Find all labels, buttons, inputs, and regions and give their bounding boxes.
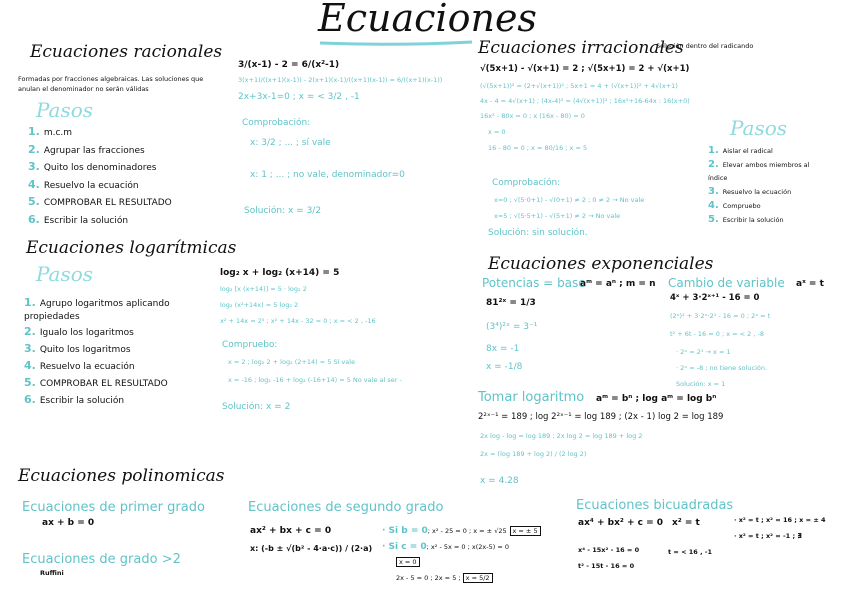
racionales-comp2: x: 1 ; ... ; no vale, denominador=0 [250, 170, 405, 180]
list-item: 4. Resuelvo la ecuación [24, 359, 135, 372]
logaritmicas-pasos-title: Pasos [36, 262, 94, 286]
exponenciales-log-rule: aᵐ = bⁿ ; log aᵐ = log bⁿ [596, 394, 717, 404]
list-item: 2. Agrupar las fracciones [28, 142, 145, 156]
title-underline [318, 40, 474, 46]
logaritmicas-l2: log₂ [x (x+14)] = 5 · log₂ 2 [220, 285, 307, 293]
sic-l2: 2x - 5 = 0 ; 2x = 5 ; [396, 574, 461, 582]
sib-eq: ; x² - 25 = 0 ; x = ± √25 [427, 527, 507, 535]
polinomicas-sic-box1 [396, 558, 420, 566]
list-item: 4. Compruebo [708, 200, 761, 211]
irracionales-note: Solución dentro del radicando [656, 42, 754, 50]
exponenciales-p4: x = -1/8 [486, 362, 523, 372]
logaritmicas-sol: Solución: x = 2 [222, 402, 291, 412]
racionales-steps [28, 124, 172, 229]
exponenciales-cv-rule: aˣ = t [796, 279, 824, 289]
racionales-comp1: x: 3/2 ; ... ; sí vale [250, 138, 331, 148]
irracionales-sol: Solución: sin solución. [488, 228, 588, 238]
racionales-comp-label: Comprobación: [242, 118, 311, 128]
polinomicas-bicuad-label: Ecuaciones bicuadradas [576, 498, 734, 513]
polinomicas-sic-line2 [396, 574, 493, 582]
irracionales-l1: √(5x+1) - √(x+1) = 2 ; √(5x+1) = 2 + √(x+1) [480, 64, 690, 74]
exponenciales-cv2: (2ˣ)² + 3·2ˣ·2¹ - 16 = 0 ; 2ˣ = t [670, 312, 771, 320]
logaritmicas-comp-label: Compruebo: [222, 340, 278, 350]
irracionales-l3: 4x - 4 = 4√(x+1) ; (4x-4)² = (4√(x+1))² ; 16x²+16-64x : 16(x+0) [480, 97, 690, 105]
list-item: 5. COMPROBAR EL RESULTADO [24, 376, 168, 389]
polinomicas-seg2: x: (-b ± √(b² - 4·a·c)) / (2·a) [250, 544, 373, 553]
irracionales-comp-label: Comprobación: [492, 178, 561, 188]
polinomicas-primer-eq: ax + b = 0 [42, 518, 95, 528]
exponenciales-p1: 81²ˣ = 1/3 [486, 298, 536, 308]
list-item: 1. Agrupo logaritmos aplicando propiedades [24, 296, 170, 322]
logaritmicas-l3: log₂ (x²+14x) = 5 log₂ 2 [220, 301, 299, 309]
page-title: Ecuaciones [318, 0, 537, 40]
polinomicas-grado-note: Ruffini [40, 569, 64, 577]
irracionales-heading: Ecuaciones irracionales [478, 38, 684, 58]
exponenciales-cv4: · 2ˣ = 2¹ → x = 1 [676, 348, 731, 356]
racionales-desc: Formadas por fracciones algebraicas. Las soluciones que anulan el denominador no serán válidas [18, 75, 204, 93]
sic-eq: ; x² - 5x = 0 ; x(2x-5) = 0 [426, 543, 509, 551]
polinomicas-b1r: x² = t [672, 518, 700, 528]
exponenciales-pot-label: Potencias = base [482, 276, 586, 290]
sib-label: · Si b = 0 [382, 526, 428, 536]
logaritmicas-comp1: x = 2 ; log₂ 2 + log₂ (2+14) = 5 Sí vale [228, 358, 356, 366]
irracionales-l2: (√(5x+1))² = (2+√(x+1))² ; 5x+1 = 4 + (√(x+1))² + 4√(x+1) [480, 82, 678, 90]
list-item: 1. Aislar el radical [708, 145, 773, 156]
irracionales-l5: x = 0 [488, 128, 506, 136]
polinomicas-b3r: t = < 16 , -1 [668, 548, 713, 556]
exponenciales-t2: 2x log - log = log 189 ; 2x log 2 = log 189 + log 2 [480, 432, 643, 440]
list-item: 2. Elevar ambos miembros al índice [708, 159, 810, 182]
logaritmicas-heading: Ecuaciones logarítmicas [26, 238, 237, 258]
polinomicas-primer-label: Ecuaciones de primer grado [22, 500, 205, 515]
polinomicas-b3: t² - 15t - 16 = 0 [578, 562, 635, 570]
sic-box2: x = 5/2 [463, 573, 493, 583]
list-item: 5. Escribir la solución [708, 214, 784, 225]
exponenciales-cv6: Solución: x = 1 [676, 380, 726, 388]
list-item: 3. Quito los denominadores [28, 160, 157, 173]
sib-box: x = ± 5 [510, 526, 541, 536]
list-item: 3. Resuelvo la ecuación [708, 186, 792, 197]
list-item: 1. m.c.m [28, 125, 73, 138]
irracionales-pasos-title: Pasos [730, 116, 788, 140]
polinomicas-b4: · x² = t ; x² = 16 ; x = ± 4 [734, 516, 826, 524]
exponenciales-cv1: 4ˣ + 3·2ˣ⁺¹ - 16 = 0 [670, 293, 760, 303]
exponenciales-p2: (3⁴)²ˣ = 3⁻¹ [486, 322, 538, 332]
list-item: 6. Escribir la solución [28, 212, 129, 226]
exponenciales-cv5: · 2ˣ = -8 ; no tiene solución. [676, 364, 768, 372]
polinomicas-b2: x⁴ - 15x² - 16 = 0 [578, 546, 640, 554]
exponenciales-cv3: t² + 6t - 16 = 0 ; x = < 2 , -8 [670, 330, 764, 338]
list-item: 5. COMPROBAR EL RESULTADO [28, 195, 172, 208]
polinomicas-b5: · x² = t ; x² = -1 ; ∄ [734, 532, 802, 540]
racionales-l1: 3(x+1)/((x+1)(x-1)) - 2(x+1)(x-1)/((x+1)(x-1)) = 6/((x+1)(x-1)) [238, 76, 443, 84]
irracionales-l4: 16x² - 80x = 0 ; x (16x - 80) = 0 [480, 112, 585, 120]
polinomicas-heading: Ecuaciones polinomicas [18, 466, 225, 486]
polinomicas-grado-label: Ecuaciones de grado >2 [22, 552, 181, 567]
list-item: 3. Quito los logaritmos [24, 342, 131, 355]
polinomicas-seg1: ax² + bx + c = 0 [250, 526, 332, 536]
logaritmicas-l4: x² + 14x = 2⁵ ; x² + 14x - 32 = 0 ; x = < 2 , -16 [220, 317, 376, 325]
logaritmicas-comp2: x = -16 ; log₂ -16 + log₂ (-16+14) = 5 No vale al ser - [228, 376, 402, 384]
racionales-pasos-title: Pasos [36, 98, 94, 122]
logaritmicas-l1: log₂ x + log₂ (x+14) = 5 [220, 268, 340, 278]
polinomicas-sib [382, 526, 541, 536]
polinomicas-sic [382, 542, 509, 552]
irracionales-comp2: x=5 ; √(5·5+1) - √(5+1) ≠ 2 → No vale [494, 212, 621, 220]
exponenciales-t4: x = 4.28 [480, 476, 519, 486]
racionales-heading: Ecuaciones racionales [30, 42, 223, 62]
racionales-sol: Solución: x = 3/2 [244, 206, 322, 216]
polinomicas-segundo-label: Ecuaciones de segundo grado [248, 500, 444, 515]
sic-box1: x = 0 [396, 557, 420, 567]
racionales-eq: 3/(x-1) - 2 = 6/(x²-1) [238, 60, 340, 70]
list-item: 2. Igualo los logaritmos [24, 325, 134, 338]
exponenciales-pot-rule: aᵐ = aⁿ ; m = n [580, 279, 656, 289]
exponenciales-log-label: Tomar logaritmo [478, 390, 585, 405]
list-item: 6. Escribir la solución [24, 393, 125, 406]
exponenciales-t1: 2²ˣ⁻¹ = 189 ; log 2²ˣ⁻¹ = log 189 ; (2x - 1) log 2 = log 189 [478, 412, 724, 422]
list-item: 4. Resuelvo la ecuación [28, 177, 139, 191]
sic-label: · Si c = 0 [382, 542, 427, 552]
irracionales-l6: 16 - 80 = 0 ; x = 80/16 ; x = 5 [488, 144, 588, 152]
racionales-l2: 2x+3x-1=0 ; x = < 3/2 , -1 [238, 92, 360, 102]
polinomicas-b1: ax⁴ + bx² + c = 0 [578, 518, 664, 528]
logaritmicas-steps [24, 296, 194, 409]
exponenciales-heading: Ecuaciones exponenciales [488, 254, 714, 274]
exponenciales-p3: 8x = -1 [486, 344, 520, 354]
exponenciales-cv-label: Cambio de variable [668, 276, 785, 290]
irracionales-comp1: x=0 ; √(5·0+1) - √(0+1) ≠ 2 ; 0 ≠ 2 → No vale [494, 196, 645, 204]
exponenciales-t3: 2x = (log 189 + log 2) / (2 log 2) [480, 450, 587, 458]
irracionales-steps [708, 144, 818, 227]
